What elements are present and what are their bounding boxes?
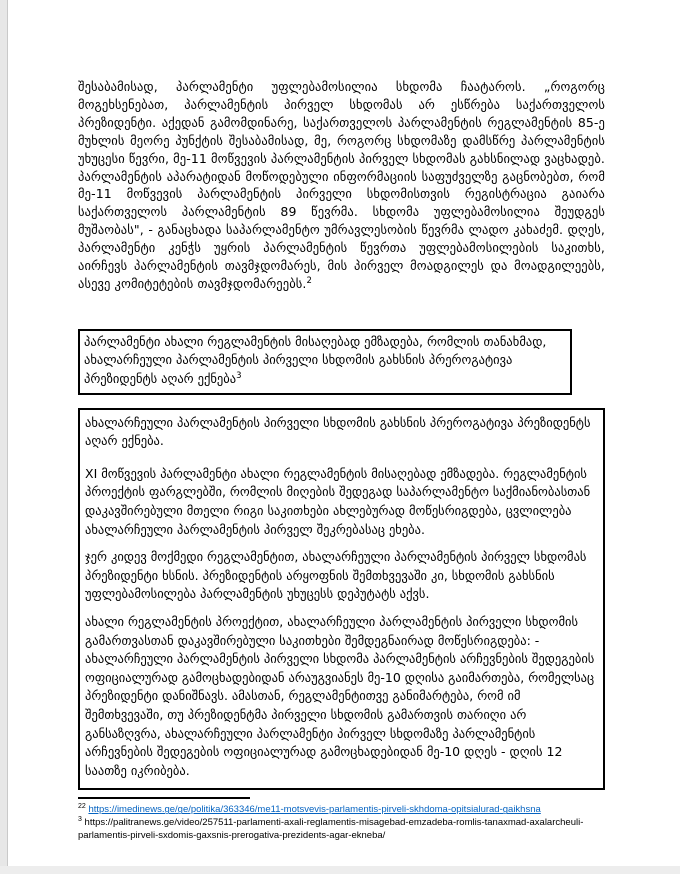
footnote-marker: 22 [78, 803, 86, 811]
quoted-paragraph: ახალარჩეული პარლამენტის პირველი სხდომის გახსნის პრეროგატივა პრეზიდენტს აღარ ექნება. [85, 414, 591, 449]
footnote-marker: 3 [78, 816, 82, 824]
footnote-reference-3: 3 [236, 370, 242, 381]
footnote-url-text: https://palitranews.ge/video/257511-parlamenti-axali-reglamentis-misagebad-emzadeba-romlis-tanaxmad-axalarcheuli-parlamentis-pirveli-sxdomis-gaxsnis-prerogativa-prezidents-agar-ekneba/ [78, 817, 584, 842]
quoted-paragraph: XI მოწვევის პარლამენტი ახალი რეგლამენტის მისაღებად ემზადება. რეგლამენტის პროექტის ფარგლებში, რომლის მიღების შედეგად საპარლამენტო საქმიანობასთან დაკავშირებული მთელი რიგი საკითხები ახლებურად მოწესრიგდება, ცვლილება ახალარჩეული პარლამენტის პირველ შეკრებასაც ეხება. [85, 465, 591, 537]
quoted-article-box [78, 408, 605, 791]
headline-box [78, 329, 572, 395]
headline-box-text: პარლამენტი ახალი რეგლამენტის მისაღებად ემზადება, რომლის თანახმად, ახალარჩეული პარლამენტის პირველი სხდომის გახსნის პრეროგატივა პრეზიდენტს აღარ ექნება [84, 333, 547, 387]
main-paragraph [78, 78, 605, 293]
page-edge-gutter [0, 0, 8, 866]
page-content [78, 78, 605, 842]
footnote-item [78, 803, 605, 816]
footnotes-section [78, 803, 605, 842]
main-paragraph-text: შესაბამისად, პარლამენტი უფლებამოსილია სხდომა ჩაატაროს. „როგორც მოგეხსენებათ, პარლამენტის პირველ სხდომას არ ესწრება საქართველოს პრეზიდენტი. აქედან გამომდინარე, საქართველოს პარლამენტის რეგლამენტის 85-ე მუხლის მეორე პუნქტის შესაბამისად, მე, როგორც სხდომაზე დამსწრე პარლამენტის უხუცესი წევრი, მე-11 მოწვევის პარლამენტის პირველ სხდომას გახსნილად ვაცხადებ. პარლამენტის აპარატიდან მოწოდებული ინფორმაციის საფუძველზე გაცნობებთ, რომ მე-11 მოწვევის პარლამენტის პირველი სხდომისთვის რეგისტრაცია გაიარა საქართველოს პარლამენტის 89 წევრმა. სხდომა უფლებამოსილია შეუდგეს მუშაობას", - განაცხადა საპარლამენტო უმრავლესობის წევრმა ლადო კახაძემ. დღეს, პარლამენტი კენჭს უყრის პარლამენტის წევრთა უფლებამოსილების საკითხს, აირჩევს პარლამენტის თავმჯდომარეს, მის პირველ მოადგილეს და მოადგილეებს, ასევე კომიტეტების თავმჯდომარეებს. [78, 79, 605, 291]
page-bottom-edge [0, 866, 680, 874]
quoted-paragraph: ახალი რეგლამენტის პროექტით, ახალარჩეული პარლამენტის პირველი სხდომის გამართვასთან დაკავშირებული საკითხები შემდეგნაირად მოწესრიგდება: - ახალარჩეული პარლამენტის პირველი სხდომა პარლამენტის არჩევნების შედეგების ოფიციალურად გამოცხადებიდან არაუგვიანეს მე-10 დღისა გაიმართება, რომელსაც პრეზიდენტი დანიშნავს. ამასთან, რეგლამენტითვე განიმარტება, რომ იმ შემთხვევაში, თუ პრეზიდენტმა პირველი სხდომის გამართვის თარიღი არ განსაზღვრა, ახალარჩეული პარლამენტი პირველ სხდომაზე პარლამენტის არჩევნების შედეგების ოფიციალურად გამოცხადებიდან მე-10 დღეს - დღის 12 საათზე იკრიბება. [85, 614, 595, 778]
footnote-reference-2: 2 [306, 275, 312, 286]
footnote-item [78, 816, 605, 842]
footnote-separator-line [78, 797, 250, 799]
quoted-paragraph: ჯერ კიდევ მოქმედი რეგლამენტით, ახალარჩეული პარლამენტის პირველ სხდომას პრეზიდენტი ხსნის. პრეზიდენტის არყოფნის შემთხვევაში კი, სხდომის გახსნის უფლებამოსილება პარლამენტის უხუცესს დეპუტატს აქვს. [85, 549, 587, 602]
footnote-hyperlink[interactable]: https://imedinews.ge/ge/politika/363346/me11-motsvevis-parlamentis-pirveli-skhdoma-opitsialurad-gaikhsna [88, 804, 541, 816]
